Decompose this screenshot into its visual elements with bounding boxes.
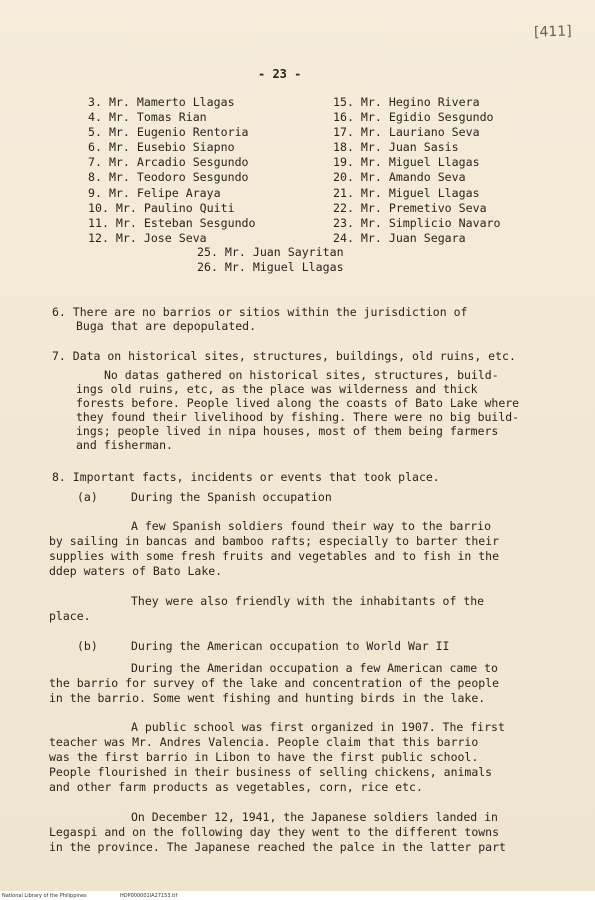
list-item: 17. Mr. Lauriano Seva [333, 125, 480, 140]
page-number: - 23 - [258, 67, 302, 81]
list-item: 7. Mr. Arcadio Sesgundo [88, 155, 249, 170]
subsection-b-label: (b) [77, 639, 98, 653]
handwritten-page-reference: [411] [533, 23, 572, 41]
list-item: 23. Mr. Simplicio Navaro [333, 215, 501, 230]
item7-line: and fisherman. [76, 438, 173, 452]
item7-line: they found their livelihood by fishing. There were no big build- [76, 410, 520, 424]
item7-line: ings old ruins, etc, as the place was wilderness and thick [76, 382, 478, 396]
list-item: 5. Mr. Eugenio Rentoria [88, 125, 249, 140]
names-list-left [88, 95, 288, 246]
paragraph-line: in the province. The Japanese reached the palce in the latter part [49, 840, 506, 854]
list-item: 19. Mr. Miguel Llagas [333, 155, 480, 170]
list-item: 25. Mr. Juan Sayritan [197, 245, 344, 259]
list-item: 12. Mr. Jose Seva [88, 230, 207, 245]
paragraph-line: teacher was Mr. Andres Valencia. People claim that this barrio [49, 735, 479, 749]
item6-line: 6. There are no barrios or sitios within the jurisdiction of [52, 305, 468, 319]
item7-line: forests before. People lived along the coasts of Bato Lake where [76, 396, 520, 410]
list-item: 4. Mr. Tomas Rian [88, 110, 207, 125]
footer-filename: HDP000001IA27153.tif [120, 893, 178, 899]
list-item: 20. Mr. Amando Seva [333, 170, 466, 185]
paragraph-line: was the first barrio in Libon to have the first public school. [49, 750, 479, 764]
item7-heading: 7. Data on historical sites, structures, buildings, old ruins, etc. [52, 349, 516, 363]
subsection-a-label: (a) [77, 490, 98, 504]
list-item: 10. Mr. Paulino Quiti [88, 200, 235, 215]
list-item: 9. Mr. Felipe Araya [88, 185, 221, 200]
paragraph-line: by sailing in bancas and bamboo rafts; especially to barter their [49, 534, 500, 548]
names-list-center [197, 245, 344, 275]
item7-line: No datas gathered on historical sites, structures, build- [104, 368, 499, 382]
list-item: 24. Mr. Juan Segara [333, 230, 466, 245]
scan-footer [0, 891, 595, 900]
list-item: 11. Mr. Esteban Sesgundo [88, 215, 256, 230]
paragraph-line: On December 12, 1941, the Japanese soldiers landed in [131, 810, 498, 824]
paragraph-line: People flourished in their business of selling chickens, animals [49, 765, 493, 779]
list-item: 21. Mr. Miguel Llagas [333, 185, 480, 200]
paragraph-line: A public school was first organized in 1907. The first [131, 720, 505, 734]
subsection-a-title: During the Spanish occupation [131, 490, 332, 504]
paragraph-line: in the barrio. Some went fishing and hunting birds in the lake. [49, 691, 486, 705]
names-list-right [333, 95, 563, 246]
list-item: 22. Mr. Premetivo Seva [333, 200, 487, 215]
item7-line: ings; people lived in nipa houses, most of them being farmers [76, 424, 499, 438]
list-item: 26. Mr. Miguel Llagas [197, 260, 344, 275]
paragraph-line: and other farm products as vegetables, corn, rice etc. [49, 780, 423, 794]
item8-heading: 8. Important facts, incidents or events that took place. [52, 470, 440, 484]
list-item: 16. Mr. Egidio Sesgundo [333, 110, 494, 125]
list-item: 6. Mr. Eusebio Siapno [88, 140, 235, 155]
footer-source: National Library of the Philippines [2, 893, 87, 899]
paragraph-line: Legaspi and on the following day they went to the different towns [49, 825, 500, 839]
paragraph-line: During the Ameridan occupation a few American came to [131, 661, 498, 675]
paragraph-line: place. [49, 609, 91, 623]
paragraph-line: They were also friendly with the inhabitants of the [131, 594, 485, 608]
list-item: 3. Mr. Mamerto Llagas [88, 95, 235, 109]
list-item: 8. Mr. Teodoro Sesgundo [88, 170, 249, 185]
paragraph-line: A few Spanish soldiers found their way to the barrio [131, 519, 492, 533]
subsection-b-title: During the American occupation to World War II [131, 639, 450, 653]
item6-line: Buga that are depopulated. [76, 319, 257, 333]
list-item: 15. Mr. Hegino Rivera [333, 95, 480, 109]
paragraph-line: the barrio for survey of the lake and concentration of the people [49, 676, 500, 690]
list-item: 18. Mr. Juan Sasis [333, 140, 459, 155]
paragraph-line: ddep waters of Bato Lake. [49, 564, 223, 578]
paragraph-line: supplies with some fresh fruits and vegetables and to fish in the [49, 549, 500, 563]
